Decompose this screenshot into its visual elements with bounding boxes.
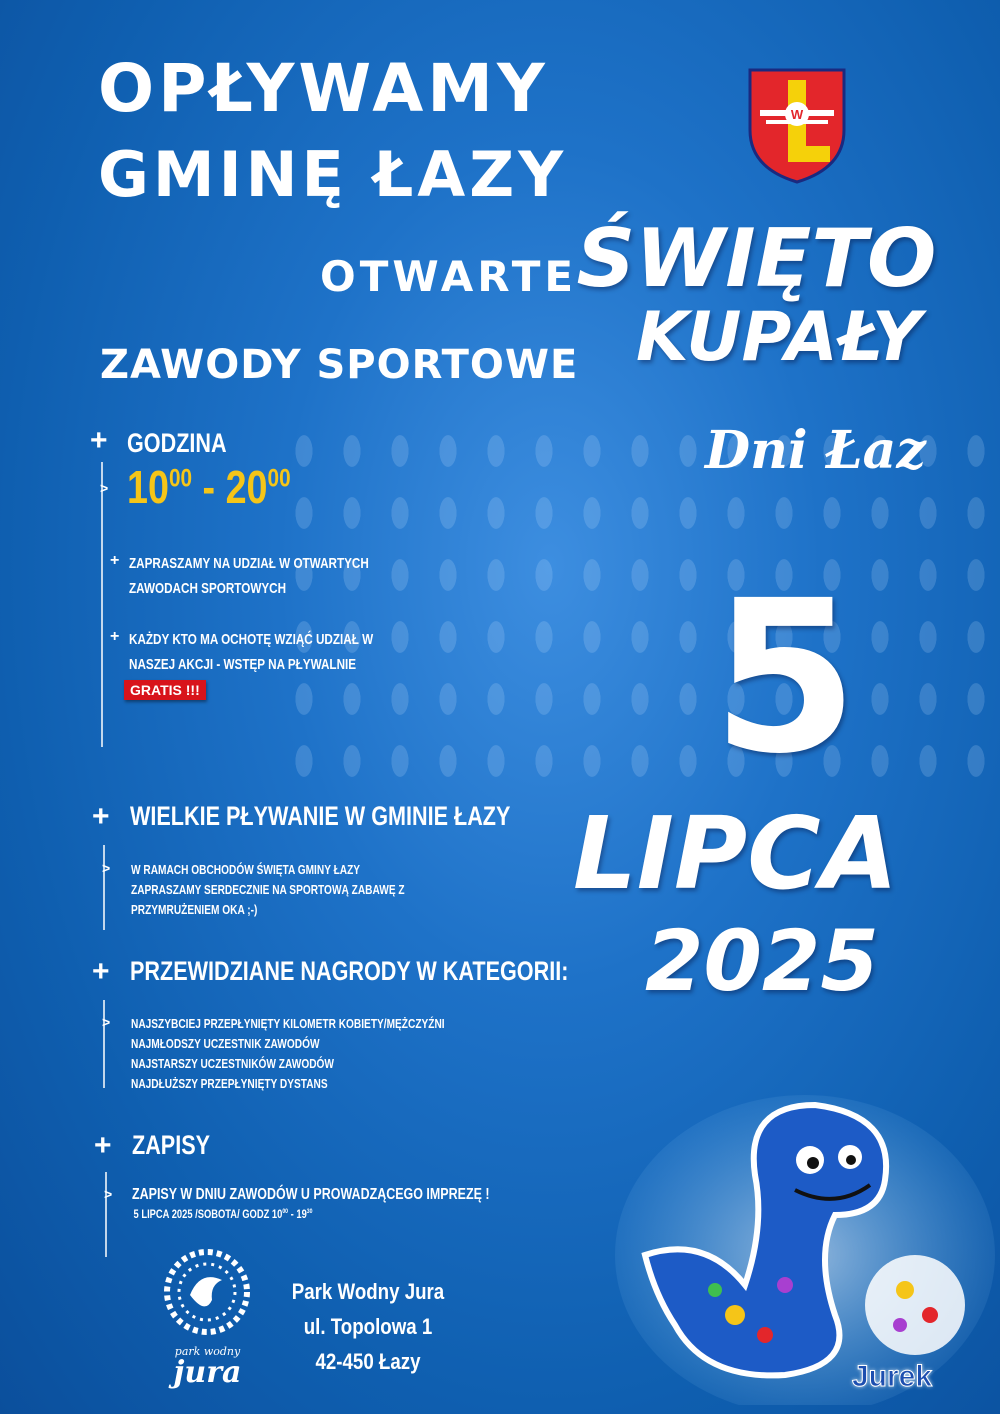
section-title-prizes: PRZEWIDZIANE NAGRODY W KATEGORII: — [130, 956, 569, 986]
divider — [103, 845, 105, 930]
arrow-icon: > — [102, 1014, 111, 1030]
plus-icon: + — [94, 1129, 112, 1162]
title-line-1: OPŁYWAMY — [98, 50, 549, 127]
plus-icon: + — [110, 552, 120, 569]
jurek-mascot-icon — [615, 1085, 995, 1405]
arrow-icon: > — [104, 1186, 113, 1202]
arrow-icon: > — [100, 480, 109, 496]
section-title-swimming: WIELKIE PŁYWANIE W GMINIE ŁAZY — [130, 801, 511, 831]
arrow-icon: > — [102, 860, 111, 876]
gratis-badge: GRATIS !!! — [124, 680, 206, 700]
park-wodny-jura-logo: park wodny jura — [160, 1245, 255, 1390]
bullet-1: ZAPRASZAMY NA UDZIAŁ W OTWARTYCH ZAWODACH SPORTOWYCH — [129, 555, 369, 597]
event-day: 5 — [712, 555, 859, 800]
plus-icon: + — [110, 628, 120, 645]
festival-subtitle: Dni Łaz — [705, 420, 926, 481]
title-line-2: GMINĘ ŁAZY — [98, 138, 568, 211]
subtitle-line-1: OTWARTE — [320, 252, 578, 301]
divider — [105, 1172, 107, 1257]
event-year: 2025 — [645, 912, 879, 1010]
section-text-prizes: NAJSZYBCIEJ PRZEPŁYNIĘTY KILOMETR KOBIETY/MĘŻCZYŹNI NAJMŁODSZY UCZESTNIK ZAWODÓW NAJSTARSZY UCZESTNIKÓW ZAWODÓW NAJDŁUŻSZY PRZEPŁYNIĘTY DYSTANS — [131, 1016, 445, 1091]
subtitle-line-2: ZAWODY SPORTOWE — [100, 342, 579, 388]
section-text-registration: ZAPISY W DNIU ZAWODÓW U PROWADZĄCEGO IMPREZĘ ! 5 LIPCA 2025 /SOBOTA/ GODZ $10^{00} - 19^{30}$ — [132, 1186, 490, 1221]
mascot-name: Jurek — [852, 1360, 933, 1393]
address: Park Wodny Jura ul. Topolowa 1 42-450 Łazy — [291, 1279, 445, 1374]
divider — [101, 462, 103, 747]
plus-icon: + — [92, 800, 110, 833]
bullet-2: KAŻDY KTO MA OCHOTĘ WZIĄĆ UDZIAŁ W NASZEJ AKCJI - WSTĘP NA PŁYWALNIE — [129, 631, 374, 673]
svg-text:W: W — [790, 107, 804, 122]
section-title-registration: ZAPISY — [132, 1130, 211, 1160]
hours-value: $10^{00} - 20^{00}$ — [127, 461, 291, 513]
lazy-coat-of-arms-icon — [748, 68, 846, 184]
plus-icon: + — [92, 955, 110, 988]
section-text-swimming: W RAMACH OBCHODÓW ŚWIĘTA GMINY ŁAZY ZAPRASZAMY SERDECZNIE NA SPORTOWĄ ZABAWĘ Z PRZYMRUŻENIEM OKA ;-) — [131, 862, 405, 917]
event-month: LIPCA — [573, 795, 898, 912]
festival-title-line-1: ŚWIĘTO — [576, 212, 937, 305]
hours-label: GODZINA — [127, 428, 227, 458]
plus-icon: + — [90, 424, 108, 457]
festival-title-line-2: KUPAŁY — [636, 298, 922, 377]
wave-logo-icon — [160, 1245, 255, 1340]
